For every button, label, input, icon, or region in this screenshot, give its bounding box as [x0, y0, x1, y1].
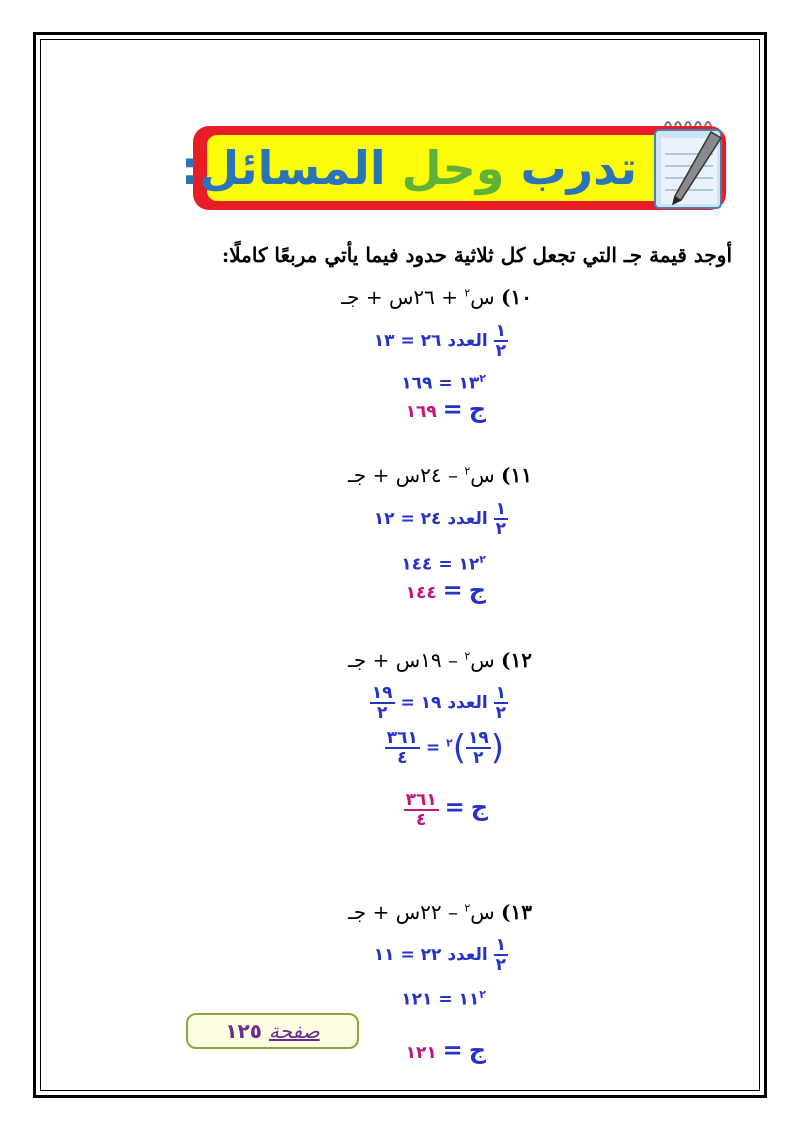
fraction-one-half: $\frac{١}{٢}$	[495, 321, 506, 361]
fraction-one-half: $\frac{١}{٢}$	[495, 935, 506, 975]
square-step: $١٣^٢$ = ١٦٩	[401, 372, 486, 394]
half-coefficient-step: $\frac{١}{٢}$ العدد ٢٦ = ١٣	[373, 321, 506, 361]
fraction-one-half: $\frac{١}{٢}$	[495, 683, 506, 723]
page-number: ١٢٥	[225, 1019, 262, 1043]
square-step: $١١^٢$ = ١٢١	[401, 988, 486, 1010]
page-number-badge	[186, 1013, 359, 1049]
problem-number: ١٠)	[501, 285, 532, 309]
problem-statement: ١٢) س$^٢$ – ١٩س + جـ	[348, 648, 532, 672]
problem-12	[92, 648, 532, 848]
problem-number: ١١)	[501, 463, 532, 487]
page-label: صفحة	[268, 1019, 320, 1043]
problem-statement: ١٣) س$^٢$ – ٢٢س + جـ	[348, 900, 532, 924]
problem-statement: ١١) س$^٢$ – ٢٤س + جـ	[348, 463, 532, 487]
banner-title-word-3: المسائل:	[180, 141, 386, 195]
half-coefficient-step: $\frac{١}{٢}$ العدد ١٩ = $\frac{١٩}{٢}$	[371, 683, 506, 723]
problem-number: ١٢)	[501, 648, 532, 672]
problem-10	[92, 285, 532, 435]
answer-line: ج = ١٤٤	[405, 576, 486, 604]
fraction-square-base: $\frac{١٩}{٢}$	[467, 728, 489, 768]
instruction-text: أوجد قيمة جـ التي تجعل كل ثلاثية حدود فيما يأتي مربعًا كاملًا:	[221, 243, 732, 267]
problem-11	[92, 463, 532, 613]
banner-title-word-1: تدرب	[520, 141, 637, 195]
notepad-pen-icon	[641, 112, 733, 218]
fraction-one-half: $\frac{١}{٢}$	[495, 499, 506, 539]
fraction-square-result: $\frac{٣٦١}{٤}$	[386, 728, 418, 768]
square-step: ( $\frac{١٩}{٢}$ )$^٢$ = $\frac{٣٦١}{٤}$	[386, 728, 504, 768]
fraction-half-result: $\frac{١٩}{٢}$	[371, 683, 393, 723]
answer-line: ج = ١٢١	[405, 1036, 486, 1064]
banner-title-word-2: وحل	[401, 141, 505, 195]
problem-number: ١٣)	[501, 900, 532, 924]
section-banner	[180, 126, 726, 210]
answer-line: ج = $\frac{٣٦١}{٤}$	[405, 790, 488, 830]
answer-line: ج = ١٦٩	[405, 395, 486, 423]
square-step: $١٢^٢$ = ١٤٤	[401, 553, 486, 575]
problem-statement: ١٠) س$^٢$ + ٢٦س + جـ	[341, 285, 532, 309]
banner-title	[180, 135, 637, 201]
half-coefficient-step: $\frac{١}{٢}$ العدد ٢٢ = ١١	[373, 935, 506, 975]
fraction-answer: $\frac{٣٦١}{٤}$	[405, 790, 437, 830]
half-coefficient-step: $\frac{١}{٢}$ العدد ٢٤ = ١٢	[373, 499, 506, 539]
